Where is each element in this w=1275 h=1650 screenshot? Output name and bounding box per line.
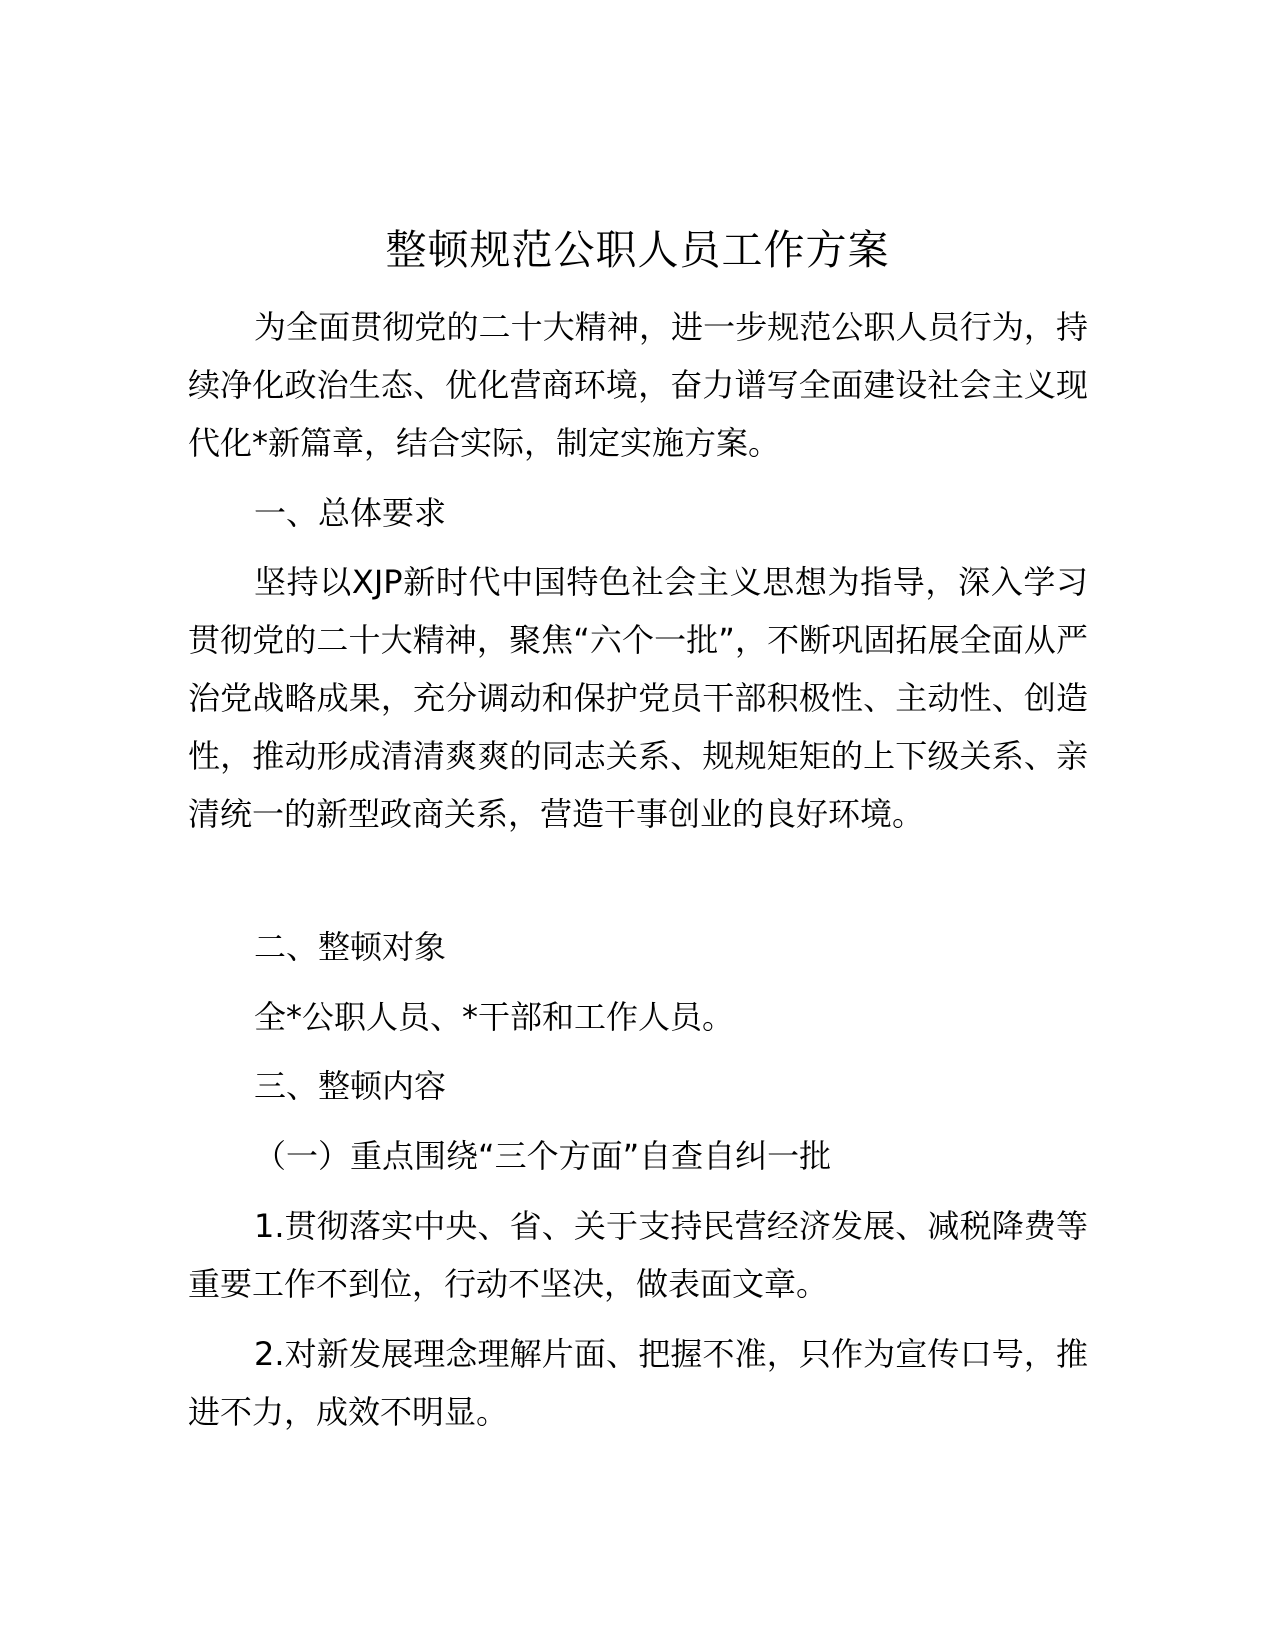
list-item: 2.对新发展理念理解片面、把握不准，只作为宣传口号，推进不力，成效不明显。 bbox=[188, 1335, 1088, 1431]
general-requirements-paragraph: 坚持以XJP新时代中国特色社会主义思想为指导，深入学习贯彻党的二十大精神，聚焦“六个一批”，不断巩固拓展全面从严治党战略成果，充分调动和保护党员干部积极性、主动性、创造性，推动形成清清爽爽的同志关系、规规矩矩的上下级关系、亲清统一的新型政商关系，营造干事创业的良好环境。 bbox=[188, 563, 1088, 833]
list-item: 1.贯彻落实中央、省、关于支持民营经济发展、减税降费等重要工作不到位，行动不坚决，做表面文章。 bbox=[188, 1207, 1088, 1303]
intro-paragraph: 为全面贯彻党的二十大精神，进一步规范公职人员行为，持续净化政治生态、优化营商环境，奋力谱写全面建设社会主义现代化*新篇章，结合实际，制定实施方案。 bbox=[188, 308, 1088, 462]
subsection-heading-self-check: （一）重点围绕“三个方面”自查自纠一批 bbox=[254, 1137, 832, 1175]
section-heading-content: 三、整顿内容 bbox=[254, 1067, 447, 1105]
targets-paragraph: 全*公职人员、*干部和工作人员。 bbox=[254, 998, 735, 1036]
section-heading-targets: 二、整顿对象 bbox=[254, 928, 447, 966]
section-heading-general-requirements: 一、总体要求 bbox=[254, 494, 447, 532]
document-title: 整顿规范公职人员工作方案 bbox=[385, 226, 890, 274]
